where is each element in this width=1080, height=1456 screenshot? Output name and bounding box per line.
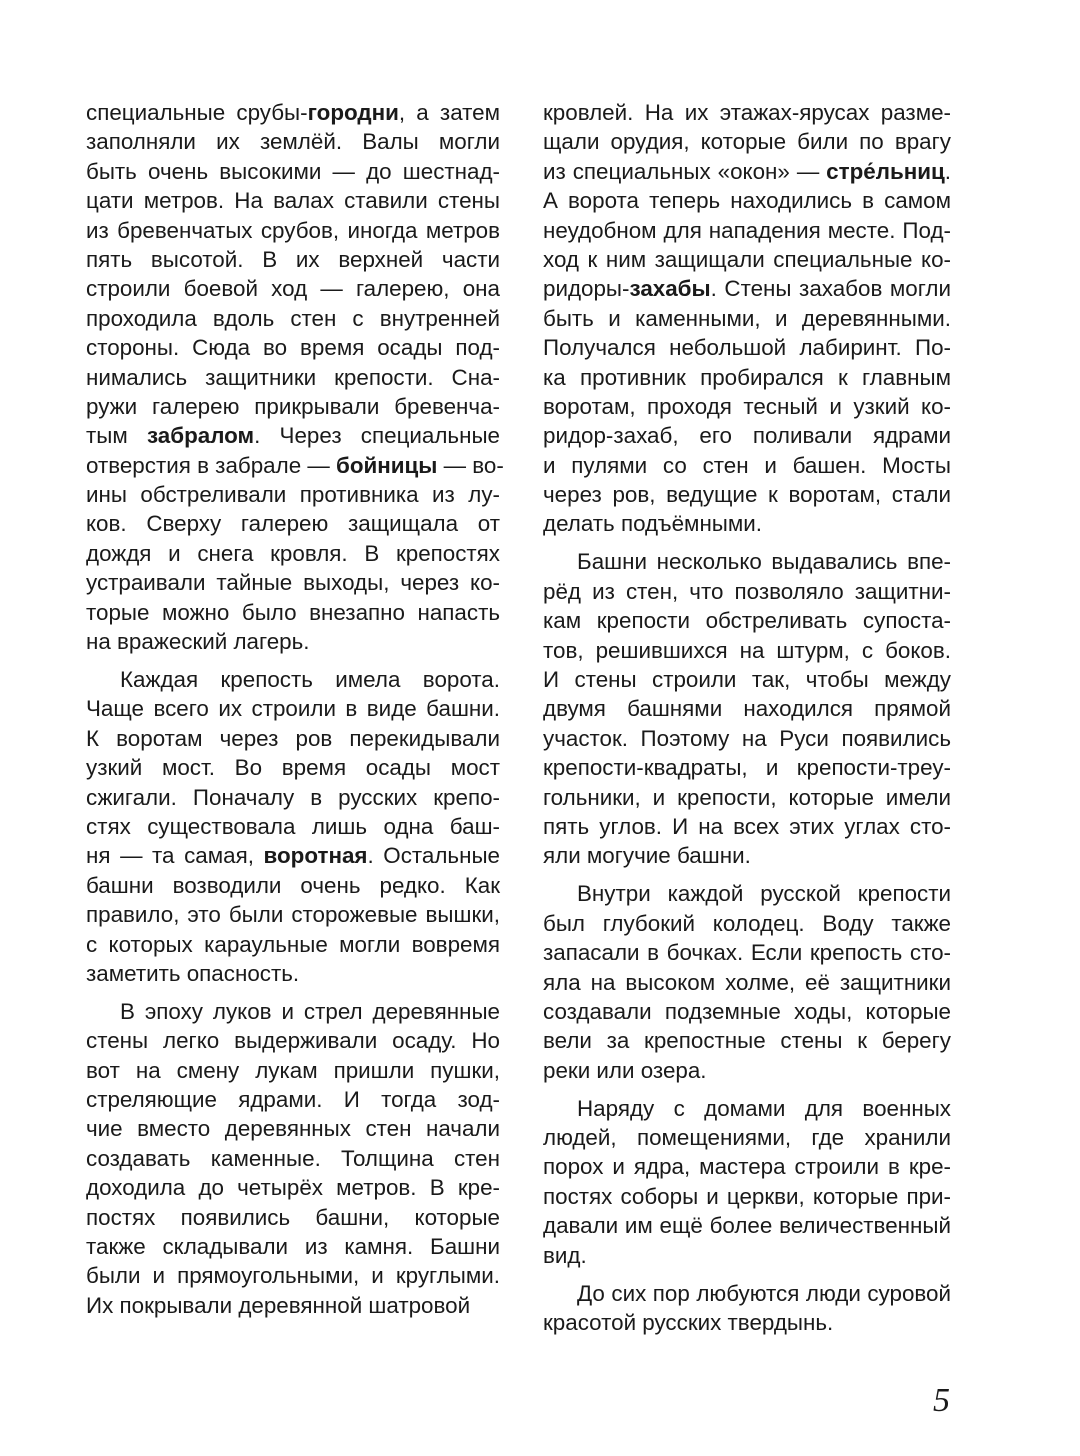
text-run: устраивали тайные выходы, через ко- (86, 570, 500, 596)
paragraph-gap (543, 539, 951, 548)
text-line (86, 997, 500, 1026)
text-line (86, 127, 500, 156)
text-line (543, 665, 951, 694)
text-line (543, 1241, 951, 1270)
text-run: вот на смену лукам пришли пушки, (86, 1057, 500, 1083)
text-line (86, 1261, 500, 1290)
text-run: Их покрывали деревянной шатровой (86, 1292, 471, 1318)
text-run: создавали подземные ходы, которые (543, 998, 951, 1024)
text-run: Каждая крепость имела ворота. (120, 667, 500, 693)
text-run: Внутри каждой русской крепости (577, 881, 951, 907)
text-run: Башни несколько выдавались впе- (577, 549, 951, 575)
text-run: на вражеский лагерь. (86, 629, 310, 655)
text-line (86, 1232, 500, 1261)
text-run: из бревенчатых срубов, иногда метров (86, 217, 500, 243)
text-line (86, 98, 500, 127)
text-line (86, 694, 500, 723)
text-run: К воротам через ров перекидывали (86, 725, 500, 751)
text-run: заполняли их землёй. Валы могли (86, 129, 500, 155)
text-line (543, 304, 951, 333)
bold-term: стре́льниц (826, 158, 945, 184)
bold-term: захабы (629, 276, 711, 302)
text-run: тов, решившихся на штурм, с боков. (543, 637, 951, 663)
paragraph-gap (543, 1270, 951, 1279)
text-line (543, 1026, 951, 1055)
text-line (86, 598, 500, 627)
text-line (543, 1056, 951, 1085)
text-run: делать подъёмными. (543, 511, 763, 537)
text-run: . (944, 158, 951, 184)
text-run: кам крепости обстреливать супоста- (543, 608, 951, 634)
text-run: рёд из стен, что позволяло защитни- (543, 578, 951, 604)
text-run: узкий мост. Во время осады мост (86, 755, 500, 781)
text-line (86, 186, 500, 215)
paragraph-gap (86, 988, 500, 997)
text-line (86, 841, 500, 870)
text-run: неудобном для нападения месте. Под- (543, 217, 951, 243)
text-run: стях существовала лишь одна баш- (86, 813, 500, 839)
text-run: также складывали из камня. Башни (86, 1234, 500, 1260)
text-line (86, 812, 500, 841)
text-line (543, 451, 951, 480)
text-line (86, 363, 500, 392)
text-line (543, 98, 951, 127)
text-line (543, 392, 951, 421)
text-run: участок. Поэтому на Руси появились (543, 725, 951, 751)
right-text-column (543, 98, 951, 1337)
text-run: кровлей. На их этажах-ярусах разме- (543, 100, 951, 125)
text-run: ка противник пробирался к главным (543, 364, 951, 390)
text-run: постях появились башни, которые (86, 1204, 500, 1230)
text-line (86, 304, 500, 333)
text-run: ход к ним защищали специальные ко- (543, 246, 951, 272)
text-run: яли могучие башни. (543, 843, 751, 869)
text-line (86, 1085, 500, 1114)
text-line (543, 245, 951, 274)
text-run: порох и ядра, мастера строили в кре- (543, 1154, 951, 1180)
text-run: и пулями со стен и башен. Мосты (543, 452, 951, 478)
text-run: . Стены захабов могли (710, 276, 951, 302)
text-line (86, 421, 500, 450)
text-run: проходила вдоль стен с внутренней (86, 305, 500, 331)
text-line (86, 753, 500, 782)
text-line (543, 724, 951, 753)
text-line (86, 216, 500, 245)
text-line (543, 186, 951, 215)
text-line (543, 1308, 951, 1337)
bold-term: воротная (263, 843, 368, 869)
text-line (86, 930, 500, 959)
text-line (543, 879, 951, 908)
text-run: красотой русских твердынь. (543, 1310, 834, 1335)
text-line (86, 1291, 500, 1320)
text-line (543, 841, 951, 870)
text-run: До сих пор любуются люди суровой (577, 1280, 951, 1306)
paragraph-gap (543, 871, 951, 880)
text-run: , а затем (398, 100, 500, 125)
text-line (543, 606, 951, 635)
text-run: быть очень высокими — до шестнад- (86, 158, 500, 184)
text-line (543, 509, 951, 538)
bold-term: забралом (146, 423, 255, 449)
text-run: башни возводили очень редко. Как (86, 872, 500, 898)
text-line (86, 333, 500, 362)
text-run: яла на высоком холме, её защитники (543, 969, 951, 995)
text-line (86, 665, 500, 694)
text-run: быть и каменными, и деревянными. (543, 305, 951, 331)
text-line (543, 938, 951, 967)
text-run: правило, это были сторожевые вышки, (86, 902, 500, 928)
text-line (543, 1094, 951, 1123)
text-run: Чаще всего их строили в виде башни. (86, 696, 500, 722)
text-line (86, 1056, 500, 1085)
text-line (543, 1211, 951, 1240)
text-line (543, 909, 951, 938)
text-line (543, 753, 951, 782)
text-line (86, 871, 500, 900)
text-line (543, 547, 951, 576)
text-run: реки или озера. (543, 1057, 707, 1083)
text-run: тым (86, 423, 147, 449)
text-line (543, 997, 951, 1026)
text-line (543, 1279, 951, 1308)
text-run: . Остальные (367, 843, 501, 869)
text-run: ридор-захаб, его поливали ядрами (543, 423, 951, 449)
text-run: вид. (543, 1242, 587, 1268)
text-line (86, 451, 504, 480)
text-run: запасали в бочках. Если крепость сто- (543, 940, 951, 966)
text-run: . Через специальные (254, 423, 500, 449)
text-run: давали им ещё более величественный (543, 1213, 951, 1239)
text-run: доходила до четырёх метров. В кре- (86, 1175, 500, 1201)
text-run: был глубокий колодец. Воду также (543, 910, 951, 936)
text-run: крепости-квадраты, и крепости-треу- (543, 755, 951, 781)
page-number: 5 (933, 1382, 950, 1419)
text-run: ридоры- (543, 276, 630, 302)
text-run: щали орудия, которые били по врагу (543, 129, 951, 155)
text-run: чие вместо деревянных стен начали (86, 1116, 500, 1142)
text-run: гольники, и крепости, которые имели (543, 784, 951, 810)
text-line (543, 333, 951, 362)
paragraph-gap (86, 656, 500, 665)
text-run: строили боевой ход — галерею, она (86, 276, 500, 302)
bold-term: бойницы (335, 452, 438, 478)
text-line (86, 900, 500, 929)
text-run: постях соборы и церкви, которые при- (543, 1183, 951, 1209)
text-run: — во- (437, 452, 504, 478)
text-line (543, 216, 951, 245)
text-line (543, 783, 951, 812)
text-run: с которых караульные могли вовремя (86, 931, 500, 957)
text-line (86, 245, 500, 274)
text-run: сжигали. Поначалу в русских крепо- (86, 784, 500, 810)
text-run: ружи галерею прикрывали бревенча- (86, 393, 500, 419)
text-run: ков. Сверху галерею защищала от (86, 511, 500, 537)
text-run: были и прямоугольными, и круглыми. (86, 1263, 500, 1289)
text-run: пять углов. И на всех этих углах сто- (543, 813, 951, 839)
text-line (86, 627, 500, 656)
text-line (86, 783, 500, 812)
text-line (543, 577, 951, 606)
text-line (543, 157, 951, 186)
text-run: пять высотой. В их верхней части (86, 246, 500, 272)
text-run: воротам, проходя тесный и узкий ко- (543, 393, 951, 419)
text-run: из специальных «окон» — (543, 158, 827, 184)
text-line (86, 1203, 500, 1232)
text-run: Получался небольшой лабиринт. По- (543, 335, 951, 361)
text-run: двумя башнями находился прямой (543, 696, 951, 722)
text-run: стреляющие ядрами. И тогда зод- (86, 1087, 500, 1113)
text-line (543, 421, 951, 450)
text-run: Наряду с домами для военных (577, 1095, 951, 1121)
text-line (543, 1123, 951, 1152)
text-line (86, 1114, 500, 1143)
bold-term: городни (307, 100, 399, 125)
text-line (543, 694, 951, 723)
text-line (543, 1182, 951, 1211)
text-line (86, 480, 500, 509)
text-line (86, 274, 500, 303)
text-line (86, 392, 500, 421)
text-line (543, 127, 951, 156)
left-text-column (86, 98, 504, 1320)
text-line (86, 509, 500, 538)
text-run: дождя и снега кровля. В крепостях (86, 540, 500, 566)
text-run: торые можно было внезапно напасть (86, 599, 500, 625)
text-run: ины обстреливали противника из лу- (86, 482, 500, 508)
text-line (86, 568, 500, 597)
text-run: отверстия в забрале — (86, 452, 336, 478)
text-run: специальные срубы- (86, 100, 308, 125)
text-run: стены легко выдерживали осаду. Но (86, 1028, 500, 1054)
text-run: В эпоху луков и стрел деревянные (120, 998, 500, 1024)
text-run: создавать каменные. Толщина стен (86, 1145, 500, 1171)
text-run: И стены строили так, чтобы между (543, 667, 951, 693)
text-line (543, 274, 951, 303)
text-run: нимались защитники крепости. Сна- (86, 364, 500, 390)
text-run: цати метров. На валах ставили стены (86, 188, 500, 214)
text-line (543, 812, 951, 841)
paragraph-gap (543, 1085, 951, 1094)
text-line (543, 363, 951, 392)
text-line (543, 636, 951, 665)
text-run: заметить опасность. (86, 960, 300, 986)
text-line (86, 1026, 500, 1055)
text-line (86, 1173, 500, 1202)
text-line (86, 157, 500, 186)
text-line (86, 959, 500, 988)
text-run: А ворота теперь находились в самом (543, 188, 951, 214)
text-line (86, 1144, 500, 1173)
text-run: через ров, ведущие к воротам, стали (543, 482, 951, 508)
text-line (543, 480, 951, 509)
text-line (543, 1152, 951, 1181)
text-run: людей, помещениями, где хранили (543, 1125, 951, 1151)
text-line (543, 968, 951, 997)
text-line (86, 539, 500, 568)
text-run: ня — та самая, (86, 843, 264, 869)
text-run: вели за крепостные стены к берегу (543, 1028, 951, 1054)
text-line (86, 724, 500, 753)
text-run: стороны. Сюда во время осады под- (86, 335, 500, 361)
